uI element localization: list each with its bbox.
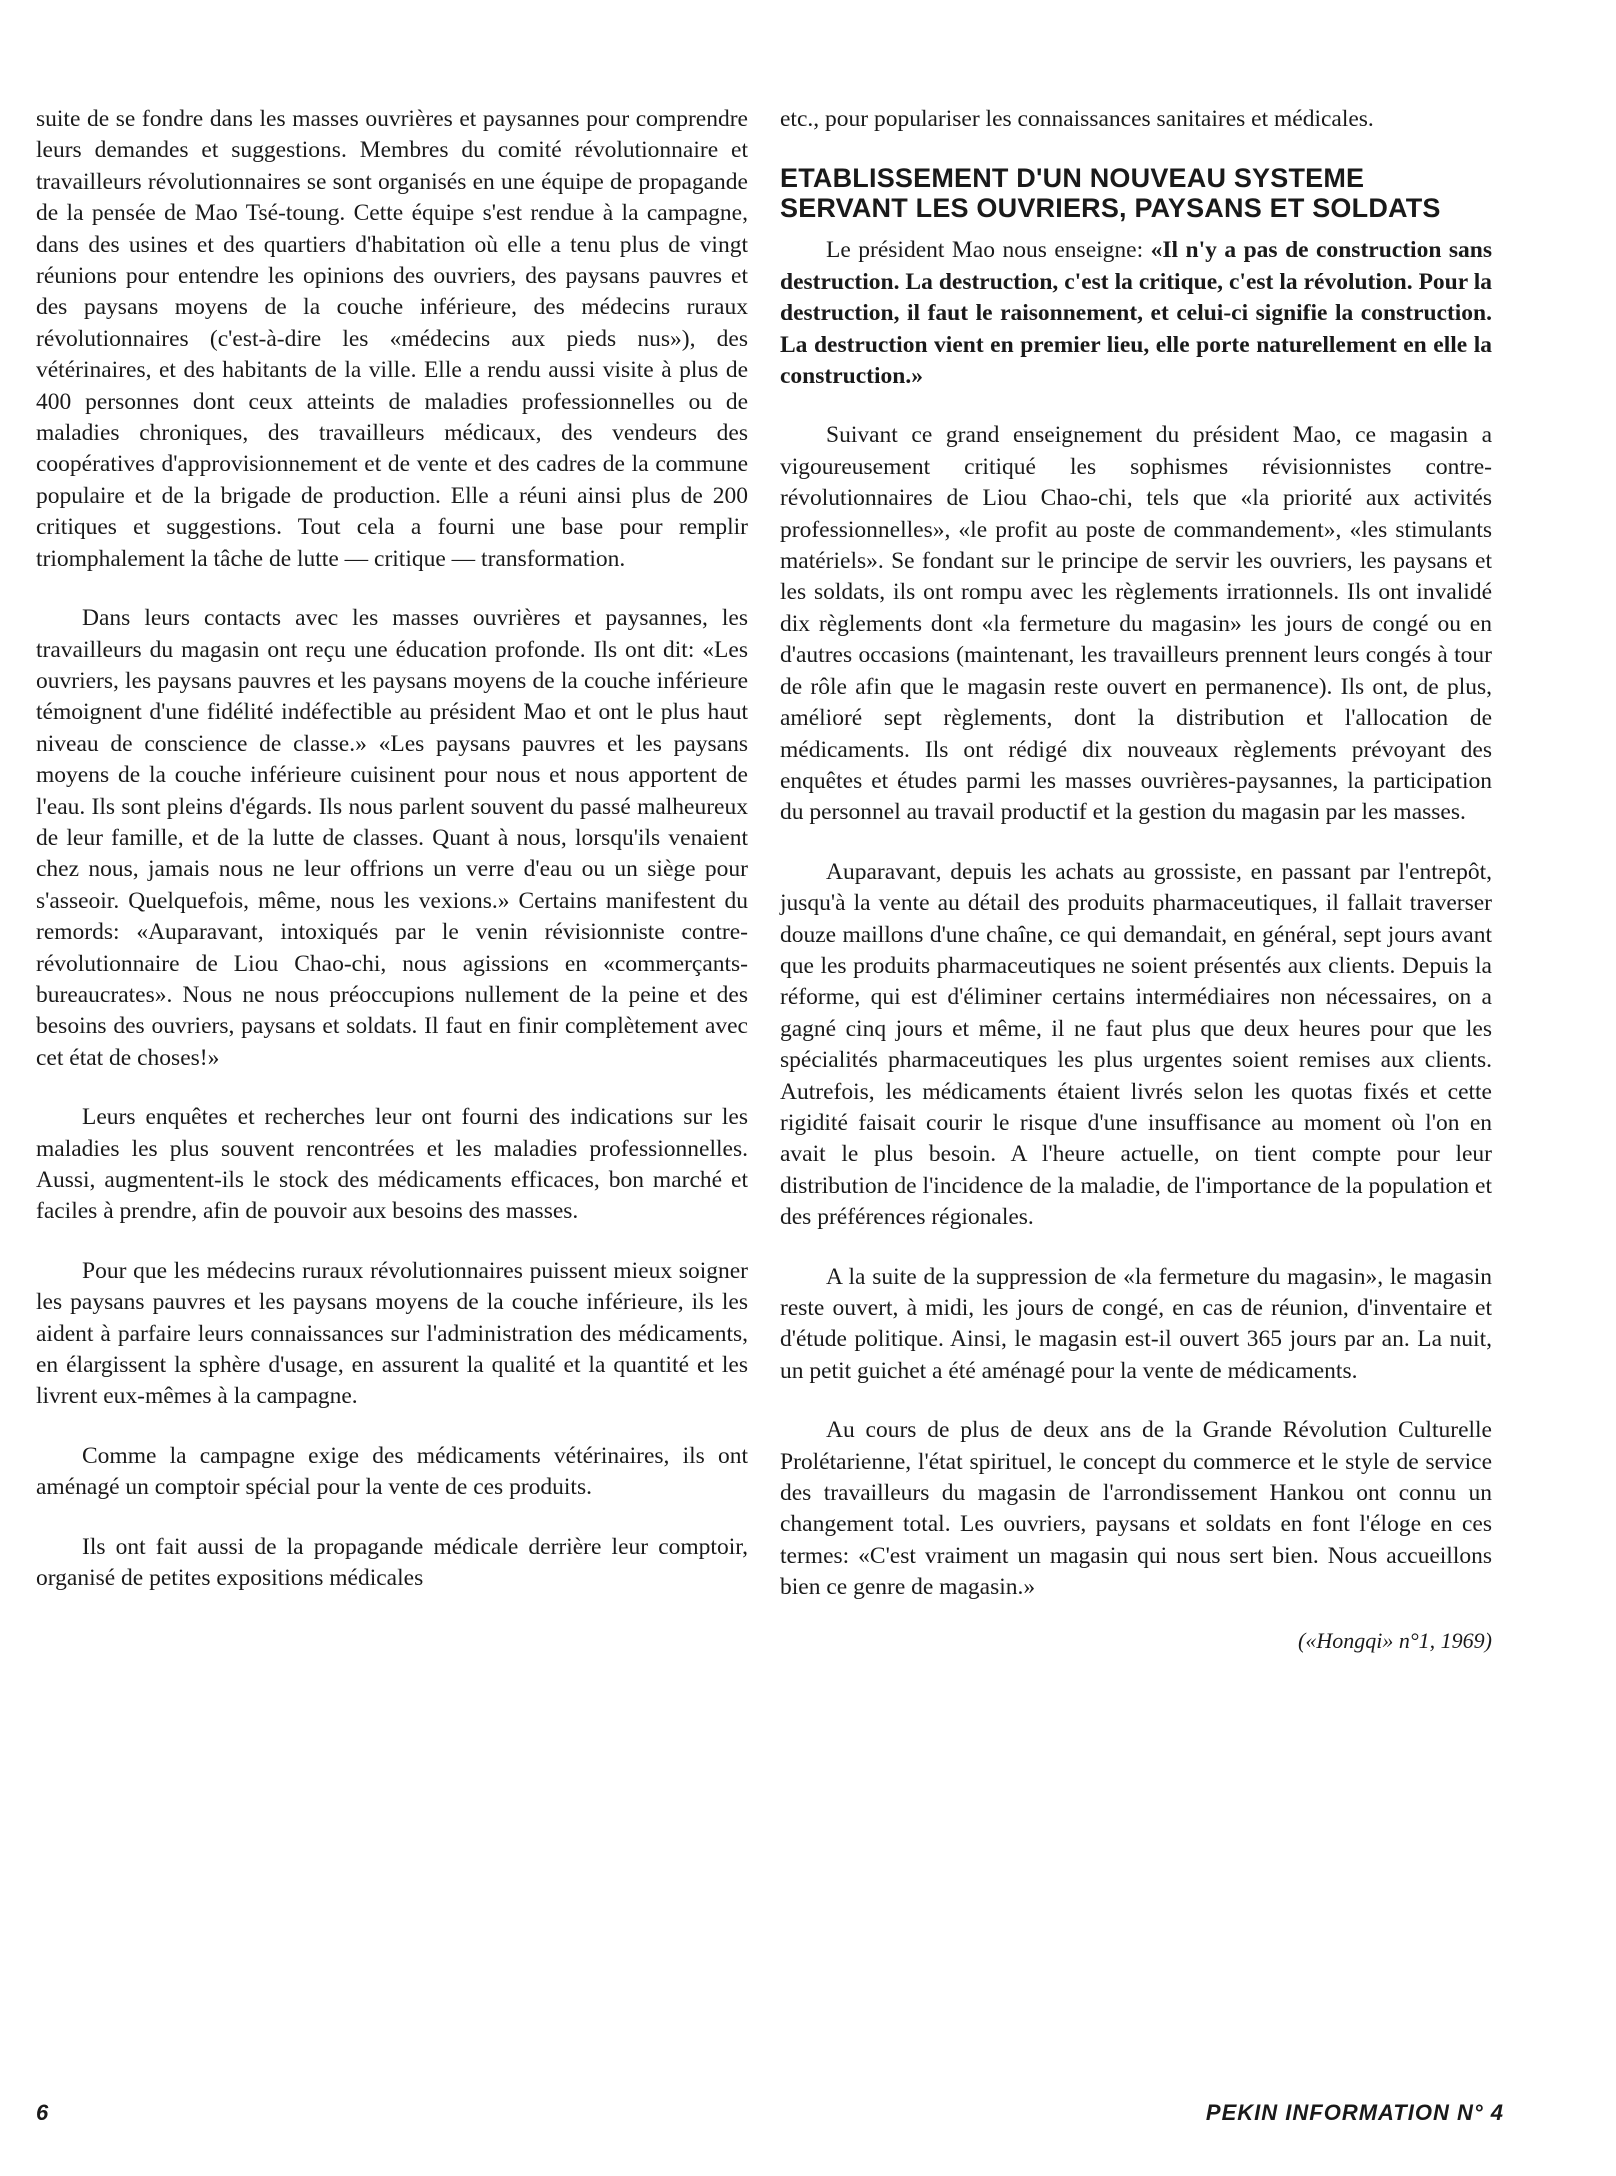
paragraph: etc., pour populariser les connaissances sanitaires et médicales.: [780, 106, 1374, 132]
mao-quote-paragraph: [780, 235, 1492, 392]
paragraph: Suivant ce grand enseignement du président Mao, ce magasin a vigoureusement critiqué les sophismes révisionnistes contre-révolutionnaires de Liou Chao-chi, tels que «la priorité aux activités professionnelles», «le profit au poste de commandement», «les stimulants matériels». Se fondant sur le principe de servir les ouvriers, les paysans et les soldats, ils ont rompu avec les règlements irrationnels. Ils ont invalidé dix règlements dont «la fermeture du magasin» les jours de congé ou en d'autres occasions (maintenant, les travailleurs prennent leurs congés à tour de rôle afin que le magasin reste ouvert en permanence). Ils ont, de plus, amélioré sept règlements, dont la distribution et l'allocation de médicaments. Ils ont rédigé dix nouveaux règlements prévoyant des enquêtes et études parmi les masses ouvrières-paysannes, la participation du personnel au travail productif et la gestion du magasin par les masses.: [780, 422, 1492, 826]
paragraph: Leurs enquêtes et recherches leur ont fourni des indications sur les maladies les plus souvent rencontrées et les maladies professionnelles. Aussi, augmentent-ils le stock des médicaments efficaces, bon marché et faciles à prendre, afin de pouvoir aux besoins des masses.: [36, 1104, 748, 1225]
paragraph: A la suite de la suppression de «la fermeture du magasin», le magasin reste ouvert, à midi, les jours de congé, en cas de réunion, d'inventaire et d'étude politique. Ainsi, le magasin est-il ouvert 365 jours par an. La nuit, un petit guichet a été aménagé pour la vente de médicaments.: [780, 1263, 1492, 1384]
source-citation: («Hongqi» n°1, 1969): [1298, 1627, 1492, 1653]
page-number: 6: [36, 2100, 49, 2125]
paragraph: Auparavant, depuis les achats au grossiste, en passant par l'entrepôt, jusqu'à la vente au détail des produits pharmaceutiques, il fallait traverser douze maillons d'une chaîne, ce qui demandait, en général, sept jours avant que les produits pharmaceutiques ne soient présentés aux clients. Depuis la réforme, qui est d'éliminer certains intermédiaires non nécessaires, on a gagné cinq jours et même, il ne faut plus que deux heures pour que les spécialités pharmaceutiques les plus urgentes soient remises aux clients. Autrefois, les médicaments étaient livrés selon les quotas fixés et cette rigidité faisait courir le risque d'une insuffisance au moment où l'on en avait le plus besoin. A l'heure actuelle, on tient compte pour leur distribution de l'incidence de la maladie, de l'importance de la population et des préférences régionales.: [780, 858, 1492, 1231]
left-column: [36, 104, 748, 1622]
paragraph: suite de se fondre dans les masses ouvrières et paysannes pour comprendre leurs demandes et suggestions. Membres du comité révolutionnaire et travailleurs révolutionnaires se sont organisés en une équipe de propagande de la pensée de Mao Tsé-toung. Cette équipe s'est rendue à la campagne, dans des usines et des quartiers d'habitation où elle a tenu plus de vingt réunions pour entendre les opinions des ouvriers, des paysans pauvres et des paysans moyens de la couche inférieure, des médecins ruraux révolutionnaires (c'est-à-dire les «médecins aux pieds nus»), des vétérinaires, et des habitants de la ville. Elle a rendu aussi visite à plus de 400 personnes dont ceux atteints de maladies professionnelles ou de maladies chroniques, des travailleurs médicaux, des vendeurs des coopératives d'approvisionnement et de vente et des cadres de la commune populaire et de la brigade de production. Elle a réuni ainsi plus de 200 critiques et suggestions. Tout cela a fourni une base pour remplir triomphalement la tâche de lutte — critique — transformation.: [36, 106, 748, 572]
paragraph: Au cours de plus de deux ans de la Grande Révolution Culturelle Prolétarienne, l'état spirituel, le concept du commerce et le style de service des travailleurs du magasin de l'arrondissement Hankou ont connu un changement total. Les ouvriers, paysans et soldats en font l'éloge en ces termes: «C'est vraiment un magasin qui nous sert bien. Nous accueillons bien ce genre de magasin.»: [780, 1417, 1492, 1601]
paragraph: Comme la campagne exige des médicaments vétérinaires, ils ont aménagé un comptoir spécial pour la vente de ces produits.: [36, 1442, 748, 1501]
section-heading: [780, 163, 1492, 223]
paragraph: Ils ont fait aussi de la propagande médicale derrière leur comptoir, organisé de petites expositions médicales: [36, 1533, 748, 1592]
quote-intro: Le président Mao nous enseigne:: [826, 237, 1151, 264]
paragraph: Pour que les médecins ruraux révolutionnaires puissent mieux soigner les paysans pauvres et les paysans moyens de la couche inférieure, ils les aident à parfaire leurs connaissances sur l'administration des médicaments, en élargissent la sphère d'usage, en assurent la qualité et la quantité et les livrent eux-mêmes à la campagne.: [36, 1257, 748, 1410]
section-heading-line: SERVANT LES OUVRIERS, PAYSANS ET SOLDATS: [780, 193, 1441, 224]
quote-text: «Il n'y a pas de construction sans destruction. La destruction, c'est la critique, c'est la révolution. Pour la destruction, il faut le raisonnement, et celui-ci signifie la construction. La destruction vient en premier lieu, elle porte naturellement en elle la construction.»: [780, 237, 1492, 390]
right-column: [780, 104, 1492, 1654]
section-heading-line: ETABLISSEMENT D'UN NOUVEAU SYSTEME: [780, 163, 1365, 194]
paragraph: Dans leurs contacts avec les masses ouvrières et paysannes, les travailleurs du magasin ont reçu une éducation profonde. Ils ont dit: «Les ouvriers, les paysans pauvres et les paysans moyens de la couche inférieure témoignent d'une fidélité indéfectible au président Mao et ont le plus haut niveau de conscience de classe.» «Les paysans pauvres et les paysans moyens de la couche inférieure cuisinent pour nous et nous apportent de l'eau. Ils sont pleins d'égards. Ils nous parlent souvent du passé malheureux de leur famille, et de la lutte de classes. Quant à nous, lorsqu'ils venaient chez nous, jamais nous ne leur offrions un verre d'eau ou un siège pour s'asseoir. Quelquefois, même, nous les vexions.» Certains manifestent du remords: «Auparavant, intoxiqués par le venin révisionniste contre-révolutionnaire de Liou Chao-chi, nous agissions en «commerçants-bureaucrates». Nous ne nous préoccupions nullement de la peine et des besoins des ouvriers, paysans et soldats. Il faut en finir complètement avec cet état de choses!»: [36, 605, 748, 1071]
publication-title: PEKIN INFORMATION N° 4: [1205, 2100, 1504, 2125]
